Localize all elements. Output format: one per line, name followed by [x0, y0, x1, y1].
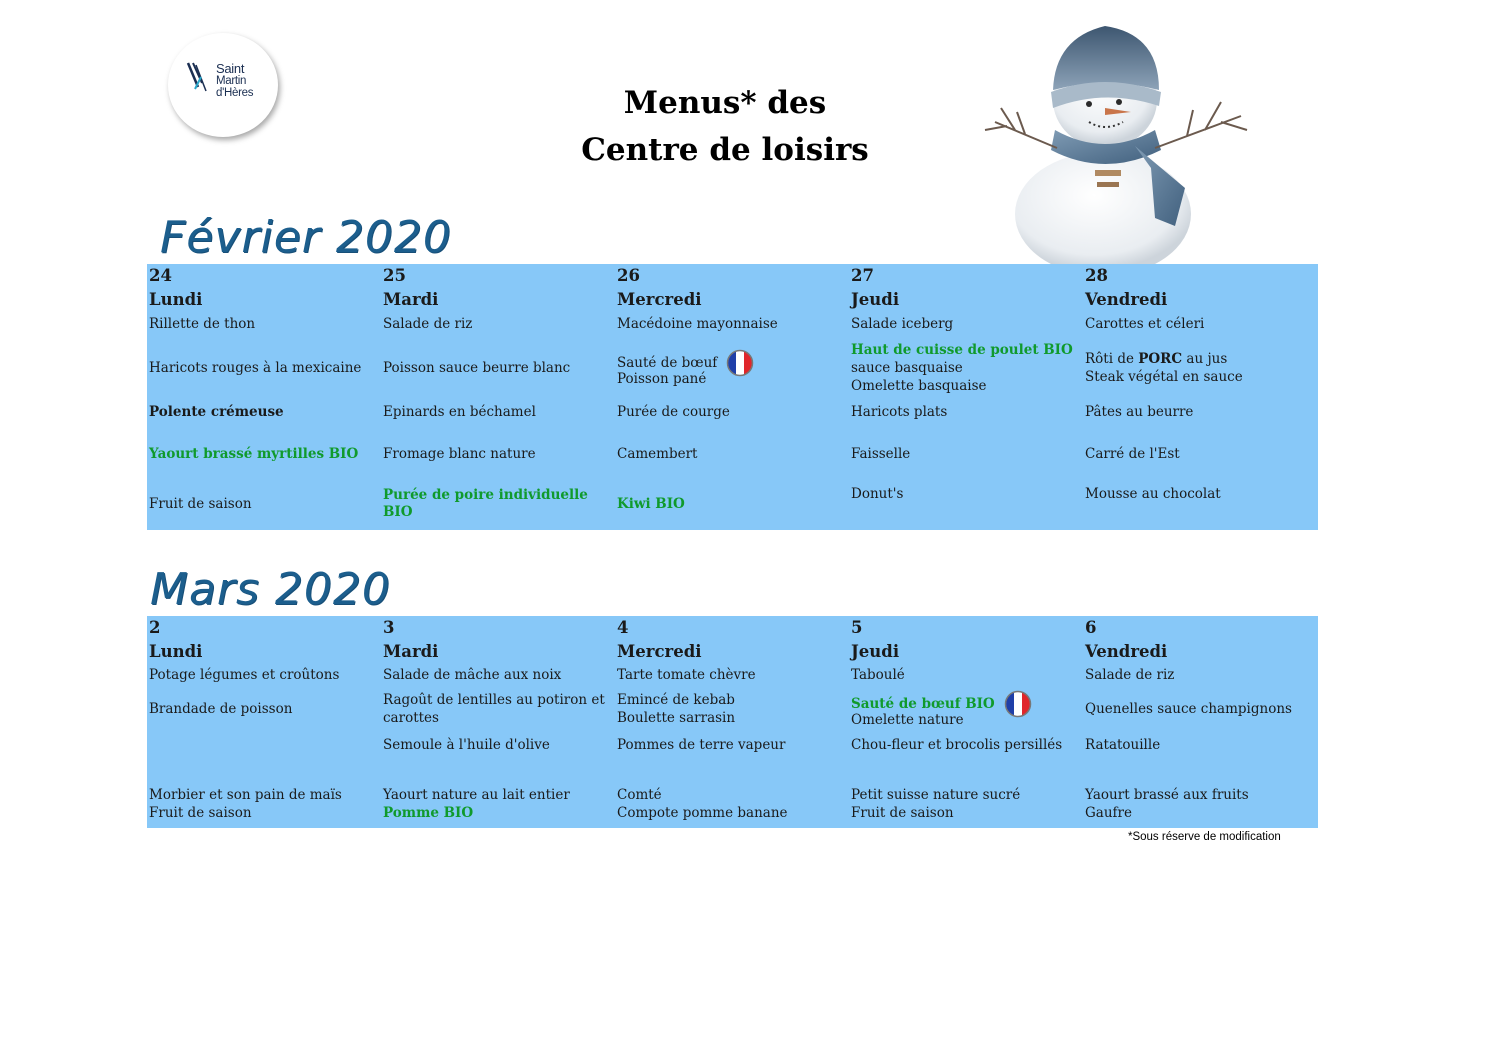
- saint-martin-dheres-logo: [168, 33, 278, 137]
- page-title: [520, 80, 930, 174]
- main-dish: [1083, 688, 1318, 730]
- day-number: 24: [149, 266, 172, 285]
- day-column: [381, 264, 615, 530]
- day-name: Vendredi: [1085, 642, 1168, 661]
- dessert: Gaufre: [1085, 805, 1132, 821]
- day-number: 26: [617, 266, 640, 285]
- day-name: Lundi: [149, 642, 203, 661]
- starter: Macédoine mayonnaise: [617, 316, 778, 332]
- main-dish: [381, 688, 615, 730]
- day-name: Lundi: [149, 290, 203, 309]
- title-line-1: Menus* des: [623, 85, 827, 121]
- main-line: Quenelles sauce champignons: [1085, 701, 1292, 717]
- day-number: 25: [383, 266, 406, 285]
- footnote: *Sous réserve de modification: [1128, 831, 1281, 843]
- day-name: Vendredi: [1085, 290, 1168, 309]
- starter: Salade iceberg: [851, 316, 954, 332]
- main-dish: [147, 688, 381, 730]
- logo-mark-icon: [184, 61, 216, 93]
- day-column: [147, 616, 381, 828]
- dairy: Yaourt brassé aux fruits: [1085, 787, 1249, 803]
- dairy: Petit suisse nature sucré: [851, 787, 1021, 803]
- main-prefix: Rôti de: [1085, 350, 1139, 367]
- day-name: Mardi: [383, 290, 439, 309]
- logo-text: [216, 63, 253, 99]
- main-line: Emincé de kebab: [617, 692, 735, 708]
- side-dish: Pâtes au beurre: [1085, 404, 1194, 420]
- side-dish: Ratatouille: [1085, 737, 1161, 753]
- day-name: Mercredi: [617, 642, 702, 661]
- day-column: [147, 264, 381, 530]
- main-line: Poisson sauce beurre blanc: [383, 359, 571, 376]
- dessert: Compote pomme banane: [617, 805, 788, 821]
- day-number: 27: [851, 266, 874, 285]
- dessert: Fruit de saison: [851, 805, 954, 821]
- main-dish: [615, 338, 849, 397]
- starter: Potage légumes et croûtons: [149, 667, 340, 683]
- main-dish: [1083, 338, 1318, 397]
- dessert: Purée de poire individuelle BIO: [383, 486, 588, 520]
- dessert: Fruit de saison: [149, 805, 252, 821]
- side-dish: [147, 730, 381, 760]
- side-dish: Semoule à l'huile d'olive: [383, 737, 550, 753]
- main-line: Ragoût de lentilles au potiron et carottes: [383, 692, 605, 726]
- side-dish: Haricots plats: [851, 404, 948, 420]
- dessert: Mousse au chocolat: [1085, 486, 1221, 502]
- starter: Taboulé: [851, 667, 905, 683]
- starter: Salade de mâche aux noix: [383, 667, 562, 683]
- side-dish: Polente crémeuse: [149, 404, 284, 420]
- main-meat: PORC: [1138, 350, 1183, 367]
- day-number: 5: [851, 618, 863, 637]
- day-column: [1083, 616, 1318, 828]
- dairy: Yaourt nature au lait entier: [383, 787, 570, 803]
- main-line: Sauté de bœuf BIO: [851, 696, 995, 712]
- main-line: Brandade de poisson: [149, 701, 293, 717]
- day-column: [381, 616, 615, 828]
- dairy: Morbier et son pain de maïs: [149, 787, 342, 803]
- main-line: Omelette nature: [851, 712, 964, 728]
- dessert: Fruit de saison: [149, 495, 252, 512]
- logo-line-2: Martin: [216, 75, 247, 87]
- starter: Tarte tomate chèvre: [617, 667, 756, 683]
- dessert: Pomme BIO: [381, 804, 615, 828]
- dairy: Carré de l'Est: [1085, 446, 1180, 462]
- day-name: Jeudi: [851, 290, 900, 309]
- dessert: Kiwi BIO: [617, 495, 685, 512]
- main-dish: [849, 338, 1083, 397]
- day-number: 6: [1085, 618, 1097, 637]
- main-line: Haricots rouges à la mexicaine: [149, 359, 362, 376]
- snowman-illustration: [955, 18, 1255, 264]
- month-heading-february: Février 2020: [160, 212, 452, 263]
- main-line: Steak végétal en sauce: [1085, 368, 1243, 385]
- main-suffix: au jus: [1182, 350, 1228, 367]
- main-line: Sauté de bœuf: [617, 354, 718, 371]
- day-name: Jeudi: [851, 642, 900, 661]
- month-heading-march: Mars 2020: [150, 564, 391, 615]
- main-line: Omelette basquaise: [851, 377, 987, 394]
- day-column: [1083, 264, 1318, 530]
- main-line: Boulette sarrasin: [617, 710, 736, 726]
- day-number: 2: [149, 618, 161, 637]
- day-name: Mercredi: [617, 290, 702, 309]
- day-number: 3: [383, 618, 395, 637]
- dairy: Camembert: [617, 446, 698, 462]
- logo-line-3: d'Hères: [216, 87, 254, 99]
- logo-line-1: Saint: [216, 61, 245, 76]
- menu-table-february: [147, 264, 1318, 530]
- main-dish: [381, 338, 615, 397]
- menu-table-march: [147, 616, 1318, 828]
- day-column: [615, 616, 849, 828]
- main-dish: [849, 688, 1083, 730]
- day-name: Mardi: [383, 642, 439, 661]
- dairy: Faisselle: [851, 446, 911, 462]
- main-dish: [615, 688, 849, 730]
- side-dish: Purée de courge: [617, 404, 730, 420]
- main-line: sauce basquaise: [851, 359, 963, 376]
- main-line: Haut de cuisse de poulet BIO: [851, 341, 1073, 358]
- title-line-2: Centre de loisirs: [581, 132, 869, 168]
- dairy: Yaourt brassé myrtilles BIO: [149, 446, 359, 462]
- dairy: Fromage blanc nature: [383, 446, 536, 462]
- starter: Salade de riz: [383, 316, 473, 332]
- starter: Carottes et céleri: [1085, 316, 1205, 332]
- dessert: Donut's: [851, 486, 904, 502]
- side-dish: Pommes de terre vapeur: [617, 737, 786, 753]
- starter: Salade de riz: [1085, 667, 1175, 683]
- starter: Rillette de thon: [149, 316, 256, 332]
- day-number: 4: [617, 618, 629, 637]
- main-line: [1085, 350, 1318, 368]
- main-line: Poisson pané: [617, 370, 707, 387]
- dairy: Comté: [617, 787, 662, 803]
- day-column: [849, 264, 1083, 530]
- side-dish: Chou-fleur et brocolis persillés: [851, 737, 1063, 753]
- day-number: 28: [1085, 266, 1108, 285]
- day-column: [615, 264, 849, 530]
- side-dish: Epinards en béchamel: [383, 404, 536, 420]
- main-dish: [147, 338, 381, 397]
- day-column: [849, 616, 1083, 828]
